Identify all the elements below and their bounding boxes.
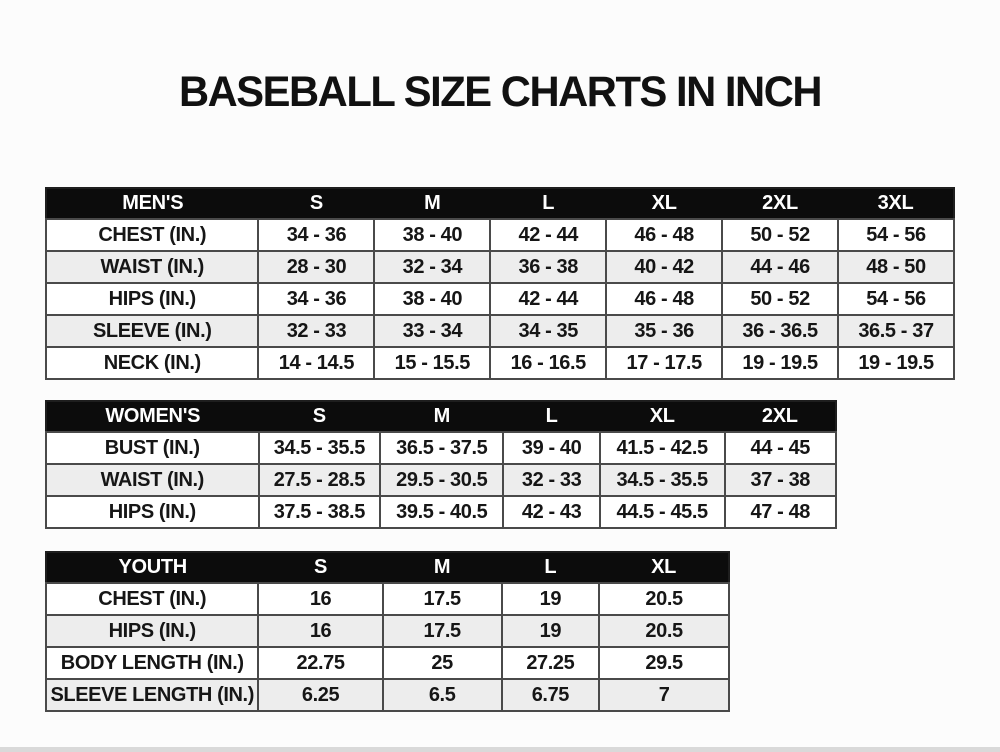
size-value-cell: 35 - 36: [606, 315, 722, 347]
size-chart-table: [45, 400, 837, 529]
size-value-cell: 32 - 33: [503, 464, 599, 496]
size-column-header: XL: [600, 401, 725, 432]
size-value-cell: 38 - 40: [374, 219, 490, 251]
size-value-cell: 32 - 33: [258, 315, 374, 347]
table-row: [46, 219, 954, 251]
measurement-label-cell: HIPS (IN.): [46, 496, 259, 528]
size-column-header: 2XL: [722, 188, 838, 219]
size-column-header: 3XL: [838, 188, 954, 219]
size-value-cell: 44.5 - 45.5: [600, 496, 725, 528]
size-value-cell: 47 - 48: [725, 496, 836, 528]
size-value-cell: 48 - 50: [838, 251, 954, 283]
size-value-cell: 22.75: [258, 647, 382, 679]
table-row: [46, 496, 836, 528]
measurement-label-cell: CHEST (IN.): [46, 219, 258, 251]
size-value-cell: 20.5: [599, 615, 729, 647]
size-column-header: XL: [606, 188, 722, 219]
table-row: [46, 679, 729, 711]
size-value-cell: 19 - 19.5: [722, 347, 838, 379]
measurement-label-cell: BODY LENGTH (IN.): [46, 647, 258, 679]
size-value-cell: 42 - 44: [490, 219, 606, 251]
size-column-header: S: [258, 188, 374, 219]
size-chart-table: [45, 187, 955, 380]
measurement-label-cell: WAIST (IN.): [46, 251, 258, 283]
size-value-cell: 32 - 34: [374, 251, 490, 283]
size-value-cell: 36 - 36.5: [722, 315, 838, 347]
size-value-cell: 44 - 46: [722, 251, 838, 283]
size-value-cell: 14 - 14.5: [258, 347, 374, 379]
header-row: [46, 188, 954, 219]
size-value-cell: 37.5 - 38.5: [259, 496, 381, 528]
header-row: [46, 552, 729, 583]
size-value-cell: 29.5: [599, 647, 729, 679]
size-column-header: M: [383, 552, 502, 583]
table-group-header: YOUTH: [46, 552, 258, 583]
size-value-cell: 19 - 19.5: [838, 347, 954, 379]
size-value-cell: 27.25: [502, 647, 600, 679]
size-value-cell: 36.5 - 37: [838, 315, 954, 347]
size-column-header: S: [258, 552, 382, 583]
size-value-cell: 25: [383, 647, 502, 679]
size-value-cell: 46 - 48: [606, 219, 722, 251]
size-value-cell: 37 - 38: [725, 464, 836, 496]
table-row: [46, 647, 729, 679]
size-column-header: S: [259, 401, 381, 432]
size-value-cell: 15 - 15.5: [374, 347, 490, 379]
table-group-header: WOMEN'S: [46, 401, 259, 432]
size-value-cell: 39.5 - 40.5: [380, 496, 503, 528]
size-value-cell: 34.5 - 35.5: [600, 464, 725, 496]
size-column-header: M: [380, 401, 503, 432]
bottom-edge-shadow: [0, 747, 1000, 752]
size-value-cell: 19: [502, 583, 600, 615]
size-column-header: M: [374, 188, 490, 219]
table-row: [46, 432, 836, 464]
measurement-label-cell: WAIST (IN.): [46, 464, 259, 496]
size-value-cell: 6.75: [502, 679, 600, 711]
size-value-cell: 20.5: [599, 583, 729, 615]
size-value-cell: 38 - 40: [374, 283, 490, 315]
womens-size-table: [45, 400, 837, 529]
size-column-header: L: [490, 188, 606, 219]
size-chart-table: [45, 551, 730, 712]
size-value-cell: 29.5 - 30.5: [380, 464, 503, 496]
size-value-cell: 16 - 16.5: [490, 347, 606, 379]
size-value-cell: 6.5: [383, 679, 502, 711]
table-group-header: MEN'S: [46, 188, 258, 219]
measurement-label-cell: HIPS (IN.): [46, 283, 258, 315]
table-row: [46, 583, 729, 615]
size-value-cell: 16: [258, 615, 382, 647]
mens-size-table: [45, 187, 955, 380]
size-value-cell: 34 - 36: [258, 283, 374, 315]
table-row: [46, 283, 954, 315]
size-value-cell: 17 - 17.5: [606, 347, 722, 379]
size-value-cell: 50 - 52: [722, 283, 838, 315]
size-column-header: XL: [599, 552, 729, 583]
measurement-label-cell: HIPS (IN.): [46, 615, 258, 647]
size-value-cell: 7: [599, 679, 729, 711]
size-value-cell: 40 - 42: [606, 251, 722, 283]
size-value-cell: 17.5: [383, 615, 502, 647]
size-column-header: 2XL: [725, 401, 836, 432]
measurement-label-cell: CHEST (IN.): [46, 583, 258, 615]
measurement-label-cell: BUST (IN.): [46, 432, 259, 464]
size-value-cell: 44 - 45: [725, 432, 836, 464]
size-value-cell: 34 - 36: [258, 219, 374, 251]
size-value-cell: 54 - 56: [838, 219, 954, 251]
size-value-cell: 34.5 - 35.5: [259, 432, 381, 464]
size-value-cell: 17.5: [383, 583, 502, 615]
size-column-header: L: [502, 552, 600, 583]
size-value-cell: 19: [502, 615, 600, 647]
size-value-cell: 34 - 35: [490, 315, 606, 347]
size-value-cell: 39 - 40: [503, 432, 599, 464]
size-value-cell: 46 - 48: [606, 283, 722, 315]
size-value-cell: 28 - 30: [258, 251, 374, 283]
page-title: BASEBALL SIZE CHARTS IN INCH: [178, 68, 822, 116]
header-row: [46, 401, 836, 432]
size-value-cell: 50 - 52: [722, 219, 838, 251]
size-column-header: L: [503, 401, 599, 432]
table-row: [46, 347, 954, 379]
table-row: [46, 615, 729, 647]
table-row: [46, 464, 836, 496]
table-row: [46, 251, 954, 283]
table-row: [46, 315, 954, 347]
size-value-cell: 42 - 44: [490, 283, 606, 315]
size-value-cell: 42 - 43: [503, 496, 599, 528]
size-value-cell: 16: [258, 583, 382, 615]
size-value-cell: 6.25: [258, 679, 382, 711]
size-value-cell: 27.5 - 28.5: [259, 464, 381, 496]
size-value-cell: 36 - 38: [490, 251, 606, 283]
measurement-label-cell: SLEEVE LENGTH (IN.): [46, 679, 258, 711]
size-value-cell: 36.5 - 37.5: [380, 432, 503, 464]
size-value-cell: 54 - 56: [838, 283, 954, 315]
measurement-label-cell: NECK (IN.): [46, 347, 258, 379]
measurement-label-cell: SLEEVE (IN.): [46, 315, 258, 347]
size-value-cell: 41.5 - 42.5: [600, 432, 725, 464]
youth-size-table: [45, 551, 730, 712]
size-value-cell: 33 - 34: [374, 315, 490, 347]
